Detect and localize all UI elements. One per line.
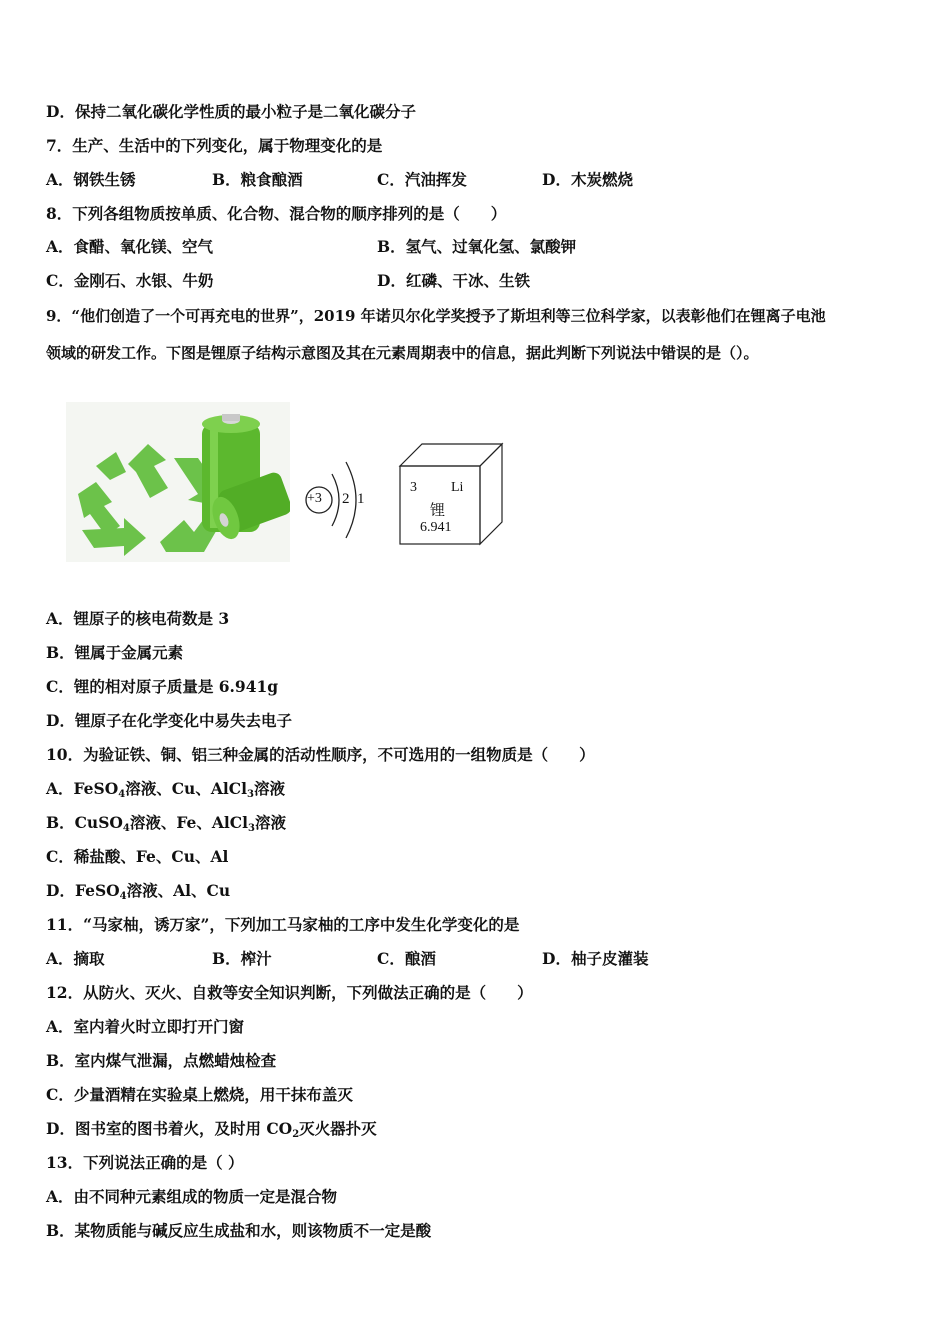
q9-stem-line2: 领域的研发工作。下图是锂原子结构示意图及其在元素周期表中的信息，据此判断下列说法中错误的是（）。 [46, 344, 759, 362]
periodic-table-cell [398, 442, 504, 546]
q9-option-a: A．锂原子的核电荷数是 3 [46, 609, 230, 628]
q12-option-b: B．室内煤气泄漏，点燃蜡烛检查 [46, 1051, 277, 1070]
q9-option-d: D．锂原子在化学变化中易失去电子 [46, 711, 292, 730]
q10-option-d: D．FeSO$_4$溶液、Al、Cu [46, 881, 231, 902]
q11-option-a: A．摘取 [46, 949, 105, 968]
q7-option-d: D．木炭燃烧 [542, 170, 633, 189]
q8-option-b: B．氢气、过氧化氢、氯酸钾 [377, 237, 577, 256]
q8-option-c: C．金刚石、水银、牛奶 [46, 271, 214, 290]
q9-option-b: B．锂属于金属元素 [46, 643, 184, 662]
q7-option-c: C．汽油挥发 [377, 170, 467, 189]
lithium-atom-diagram [300, 448, 376, 548]
q10-stem: 10．为验证铁、铜、铝三种金属的活动性顺序，不可选用的一组物质是（ ） [46, 745, 595, 764]
q11-stem: 11．“马家柚，诱万家”，下列加工马家柚的工序中发生化学变化的是 [46, 915, 520, 934]
element-number: 3 [410, 480, 417, 495]
q10-option-a: A．FeSO$_4$溶液、Cu、AlCl$_3$溶液 [46, 779, 285, 800]
q12-option-c: C．少量酒精在实验桌上燃烧，用干抹布盖灭 [46, 1085, 353, 1104]
q7-option-b: B．粮食酿酒 [212, 170, 303, 189]
battery-recycle-image [66, 402, 290, 562]
q9-option-c: C．锂的相对原子质量是 6.941g [46, 677, 279, 696]
q11-option-c: C．酿酒 [377, 949, 436, 968]
element-mass: 6.941 [420, 520, 452, 535]
q10-option-c: C．稀盐酸、Fe、Cu、Al [46, 847, 229, 866]
shell2-electrons: 1 [357, 491, 365, 507]
q13-option-a: A．由不同种元素组成的物质一定是混合物 [46, 1187, 338, 1206]
nucleus-charge: +3 [307, 491, 322, 506]
q9-stem-line1: 9．“他们创造了一个可再充电的世界”，2019 年诺贝尔化学奖授予了斯坦利等三位科学家，以表彰他们在锂离子电池 [46, 307, 826, 325]
q7-option-a: A．钢铁生锈 [46, 170, 136, 189]
element-symbol: Li [451, 480, 464, 495]
q7-stem: 7．生产、生活中的下列变化，属于物理变化的是 [46, 136, 383, 155]
q12-option-d: D．图书室的图书着火，及时用 $CO_2$灭火器扑灭 [46, 1119, 377, 1140]
q13-option-b: B．某物质能与碱反应生成盐和水，则该物质不一定是酸 [46, 1221, 432, 1240]
q12-stem: 12．从防火、灭火、自救等安全知识判断，下列做法正确的是（ ） [46, 983, 533, 1002]
element-name: 锂 [430, 501, 446, 519]
q8-option-d: D．红磷、干冰、生铁 [377, 271, 530, 290]
q11-option-b: B．榨汁 [212, 949, 272, 968]
q8-option-a: A．食醋、氧化镁、空气 [46, 237, 214, 256]
q10-option-b: B．CuSO$_4$溶液、Fe、AlCl$_3$溶液 [46, 813, 287, 834]
shell1-electrons: 2 [342, 491, 350, 507]
q6-option-d: D．保持二氧化碳化学性质的最小粒子是二氧化碳分子 [46, 102, 416, 121]
q11-option-d: D．柚子皮灌装 [542, 949, 649, 968]
q12-option-a: A．室内着火时立即打开门窗 [46, 1017, 245, 1036]
q8-stem: 8．下列各组物质按单质、化合物、混合物的顺序排列的是（ ） [46, 204, 507, 223]
q13-stem: 13．下列说法正确的是（ ） [46, 1153, 244, 1172]
